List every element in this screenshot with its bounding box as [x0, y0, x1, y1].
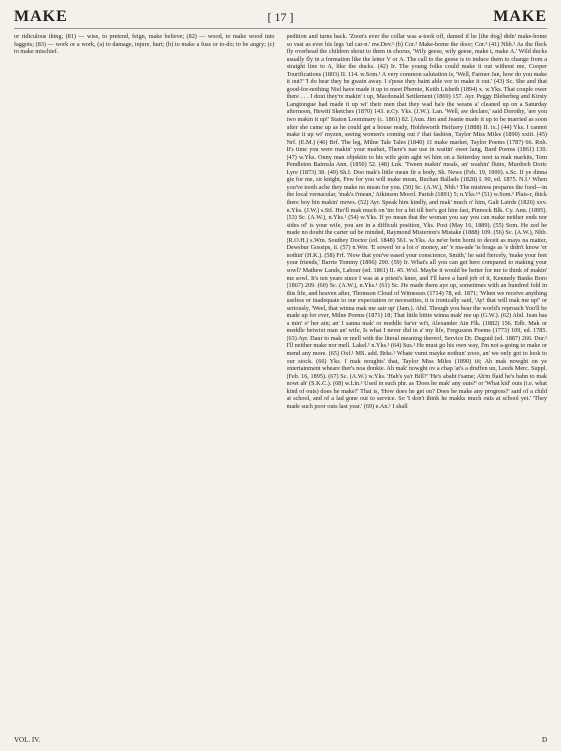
right-column-para-1: pedition and turns back. 'Zoon's ever the collar was a-took off, damed if he [the dog] didn' make-home so vast as ever his legs 'ud car-n.' nw.Dev.¹ (b) Cor.² Make-home the door; Cor.³ (41) Nhb.¹ As the fleck fly overhead the children shout to them in chorus, 'Wily geese, wily geese, make t, make A.' Wild ducks usually fly in a formation like the letter V or A. The call to the geese is to induce them to change from a straight line to A, like the ducks. (42) Ir. The young folks could make it out without me, Cooper Tourifications (1803) II. 114. w.Som.¹ A very common salutation is, 'Well, Farmer Jan, how do you make it out?' 'I do hear they be gwain away. I s'pose they baint able vor to make it out.' (43) Sc. She and that good-for-nothing Niel have made it up to meet Phemie, Keith Lisbeth (1894) x. w.Yks. That couple ower there . . . I dout they're makin' t up, Macdonald Settlement (1869) 157. Ayr. Peggy Bleberbeg and Kirsty Langtongue had made it up wi' their men that they wad ha'e the weans a' cleaned up on a Saturday afternoon, Hewitt Sketches (1870) 143. n.Cy. Yks. (J.W.). Lan. 'Well, aw declare,' said Dorothy, 'are you two makin it up!' Staton Loominary (c. 1861) 82. [Aun. Jim and Jeanie made it up to be married as soon after she came up as he could get a house ready, Holdsworth Heifzery (1888) II. ix.] (44) Yks. I cannot make it up wi' myzen, seeing women's coming out i' that fashion, Taylor Miss Miles (1890) xxiii. (45) Nrf. (E.M.) (46) Brf. The leg, Milne Tale Tales (1840) 11 make market, Taylor Poems (1787) 66. Rxb. It's time you were makin' your market, There's nae use in waitin' ower lang, Bard Poems (1861) 130. (47) w.Yks. Onny man objektin to his wife goin aght wi him on a Setterday neet ta mak markits, Tom Pendleton Bairnsla Ann. (1850) 52. (48) Lnk. 'Tween makin' meals, an' washin' fluirs, Murdoch Doric Lyre (1873) 38. (49) Sh.I. Doo mak's little mean fir a body, Sh. News (Feb. 19, 1900). s.Sc. If ye dinna gie for me, sir knight, Few for you will make mean, Buchan Ballads (1828) I. 90, ed. 1875. N.I.¹ When you've tooth ache they make no mean for you. (50) Sc. (A.W.), Nhb.¹ The mistress prepares the food—in the local vernacular, 'mak's t'mean,' Atkinson Moorl. Parish (1891) 5; n.Yks.¹⁴ (51) w.Som.¹ Plais-r, thick there boy bin makin' mows. (52) Ayr. Speak him kindly, and mak' much o' him, Galt Lairds (1826) xxv. n.Yks. (J.W.) s.Stf. Her'll mak much on 'im for a bit till her's got him fast, Pinnock Blk. Cy. Ann. (1895). (53) Sc. (A.W.), n.Yks.¹ (54) w.Yks. If yo mean that the woman you say you can make neither ends nor sides of' is your wife, you are in a difficult position, Yks. Post (May 16, 1889). (55) Som. He zed he made no doubt the carter ud be minded, Raymond Misterton's Mistake (1888) 109. (56) Sc. (A.W.), Nhb. (R.O.H.) s.Wm. Southey Doctor (ed. 1848) 561. w.Yks. As ne'er bein borni to deceit as mays na matter, Dewsbur Gossips, ii. (57) n.Wor. 'E sowed 'er a lot o' money, an' 'e ma-ade 'is brags as 'e didn't know 'er nothin' (H.K.). (58) Frf. 'Now that you've eased your conscience, Smith,' he said fiercely, 'make your feet your friends,' Barrie Tommy (1896) 290. (59) Ir. What's all you can get here compared to making your sowl? Mathew Lands, Labour (ed. 1861) II. 45. Wxf. Maybe it would be better for me to think of makin' me sowl. It's ten years since I was at a priest's knee, and I'll have a hard job of it, Kennedy Banks Boro (1867) 209. (60) Sc. (A.W.), n.Yks.¹ (61) Sc. He made them aye up, sometimes with an hundred fold in this life, and heaven after, Thomson Cloud of Witnesses (1714) 78, ed. 1871; 'When we receive anything useless or inadequate to our expectation or necessities, it is ironically said, 'Ay! that will mak me up!' or seriously, 'Weel, that winna mak me sair up' (Jam.). Abd. Though you bear the world's reproach You'll be made up for ever, Milne Poems (1871) 18; That little bittie winna mak' me up (G.W.). (62) Abd. Jean has a min' o' her ain; an' I sanna mak' or meddle far'er wi't, Alexander Ain Flk. (1882) 156. Edb. Mak or meddle betwixt man an' wife, Is what I never did in a' my life, Fergusson Poems (1773) 109, ed. 1785. (63) Ayr. Daur to mak or mell with the literal meaning thereof, Service Dr. Duguid (ed. 1887) 266. Dur.¹ I'll neither make nor mell. Lakel.¹ n.Yks.¹ (64) Sus.¹ He must go his own way, I'm not a-going to make or mend any more. (65) Oxf.¹ MS. add. Brks.¹ Whate vumt mayke nothun' zooo, an' we only got to look to our stock. (66) Yks. I mak noughts' that, Taylor Miss Miles (1890) iii; Ah mak nowght on ye entertainment wheare ther's noa donkie. Ah mak' nowght ov a chap 'at's a druffen un, Leeds Merc. Suppl. (Feb. 16, 1895). (67) Sc. (A.W.) w.Yks. 'Hah's ya'r Bill?' 'He's abaht t'same; Ah'm flaid he's bahn to mak nowt ah' (S.K.C.). (68) w.Lin.¹ Used in such phr. as 'Does he mak' any outs?' or 'What kid' outs (i.e. what kind of outs) does he make?' That is, 'How does he get on? Does he make any progress?' said of a child at school, and of a lad gone out to service. So 'I don't think he makks much outs at school yet.' 'They made such poor outs last year.' (69) e.An.¹ I shall	[286, 33, 547, 410]
left-column-para-1: or ridiculous thing; (81) — wise, to pretend, feign, make believe; (82) — wood, to make wood into faggots; (83) — work or a work, (a) to damage, injure, hurt; (b) to make a fuss or to-do; to be angry; (c) to make mischief.	[14, 33, 275, 56]
left-column	[14, 33, 275, 733]
right-column	[287, 33, 548, 733]
footer-volume: VOL. IV.	[14, 736, 41, 744]
header-right-word: MAKE	[493, 8, 547, 25]
text-columns	[14, 33, 547, 733]
page-footer	[14, 736, 547, 744]
header-left-word: MAKE	[14, 8, 68, 25]
page-header	[14, 8, 547, 29]
header-page-number: [ 17 ]	[267, 10, 294, 24]
footer-signature: D	[541, 736, 547, 744]
